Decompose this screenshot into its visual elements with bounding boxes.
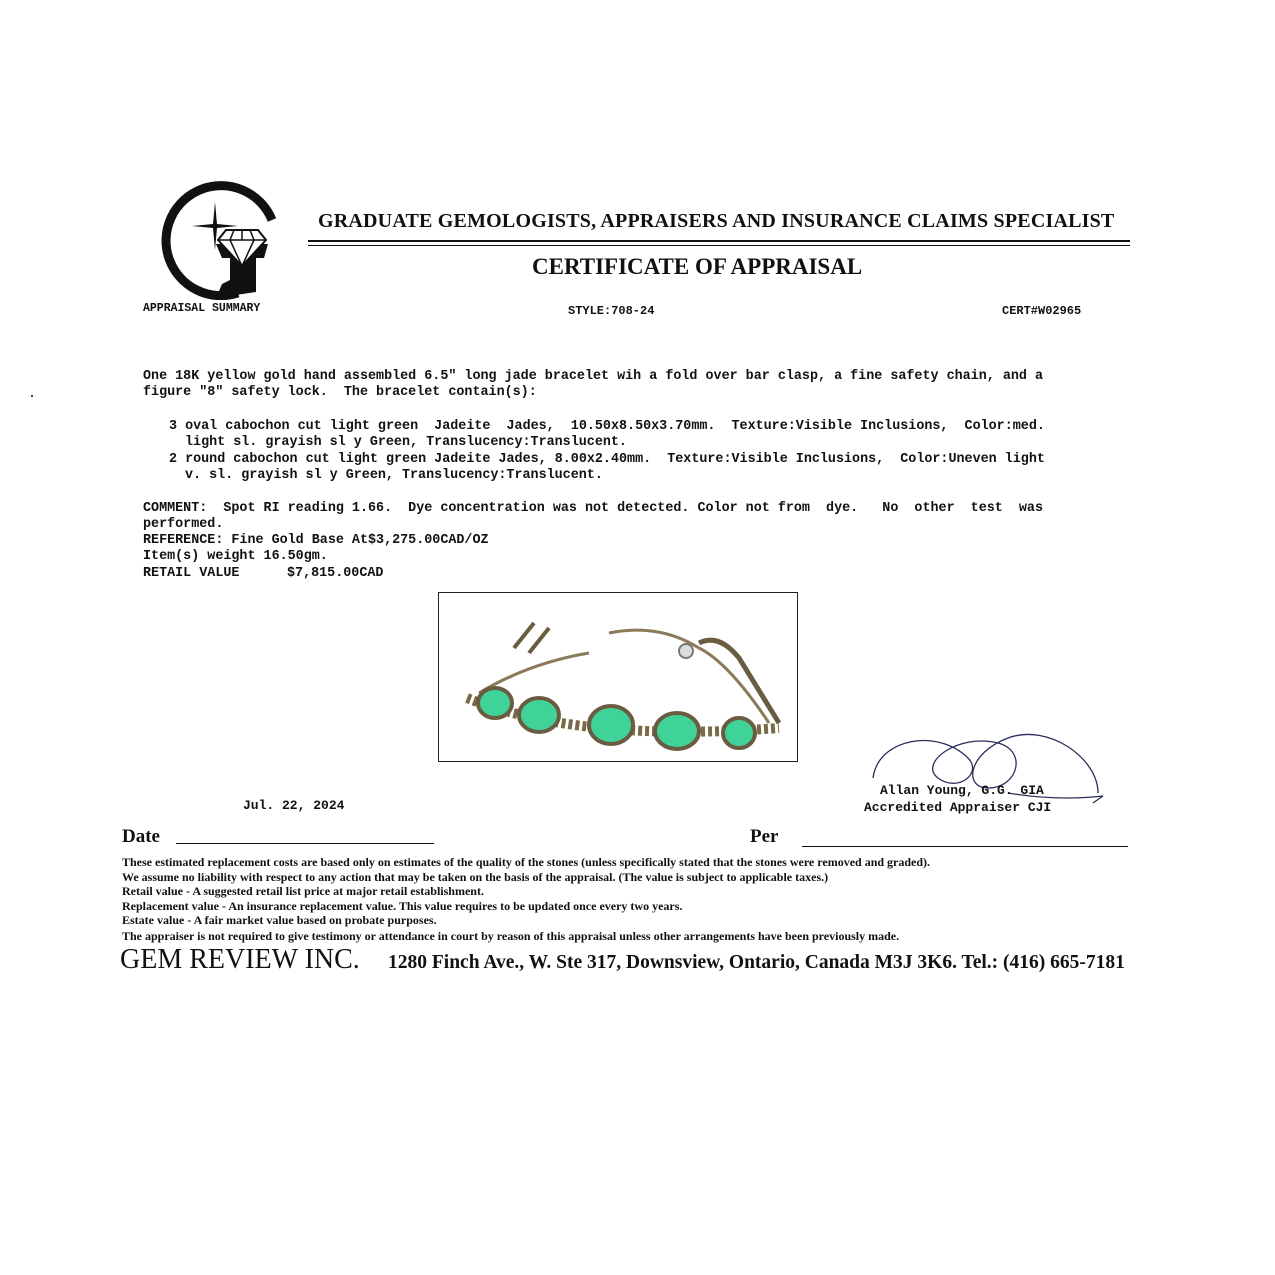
stone-description: light sl. grayish sl y Green, Translucency:Translucent. xyxy=(185,435,627,450)
certificate-number: CERT#W02965 xyxy=(1002,304,1082,318)
certificate-title: CERTIFICATE OF APPRAISAL xyxy=(532,254,863,279)
appraisal-summary-label: APPRAISAL SUMMARY xyxy=(143,302,261,315)
disclaimer-line: We assume no liability with respect to any action that may be taken on the basis of the appraisal. (The value is subject to applicable taxes.) xyxy=(122,870,829,884)
header-title: GRADUATE GEMOLOGISTS, APPRAISERS AND INSURANCE CLAIMS SPECIALIST xyxy=(318,210,1115,232)
description-line: One 18K yellow gold hand assembled 6.5" long jade bracelet wih a fold over bar clasp, a fine safety chain, and a xyxy=(143,369,1043,384)
jade-stone xyxy=(655,713,699,749)
company-address: 1280 Finch Ave., W. Ste 317, Downsview, Ontario, Canada M3J 3K6. Tel.: (416) 665-7181 xyxy=(388,952,1125,973)
comment-line: COMMENT: Spot RI reading 1.66. Dye concentration was not detected. Color not from dye. No other test was xyxy=(143,501,1043,516)
retail-value-amount: $7,815.00CAD xyxy=(287,566,384,581)
jade-stone xyxy=(478,688,512,718)
header-divider xyxy=(308,240,1130,242)
jade-stone xyxy=(519,698,559,732)
style-number: STYLE:708-24 xyxy=(568,304,655,318)
per-signature-line xyxy=(802,846,1128,847)
comment-line: performed. xyxy=(143,517,224,532)
weight-line: Item(s) weight 16.50gm. xyxy=(143,549,328,564)
bracelet-photo xyxy=(438,592,798,762)
retail-value-label: RETAIL VALUE xyxy=(143,566,240,581)
per-label: Per xyxy=(750,826,779,847)
stone-description: 2 round cabochon cut light green Jadeite Jades, 8.00x2.40mm. Texture:Visible Inclusions, Color:Uneven light xyxy=(169,452,1045,467)
jade-stone xyxy=(723,718,755,748)
disclaimer-line: Retail value - A suggested retail list price at major retail establishment. xyxy=(122,884,484,898)
appraisal-date: Jul. 22, 2024 xyxy=(243,798,345,813)
stone-description: 3 oval cabochon cut light green Jadeite Jades, 10.50x8.50x3.70mm. Texture:Visible Inclusions, Color:med. xyxy=(169,419,1045,434)
jade-stone xyxy=(589,706,633,744)
disclaimer-line: These estimated replacement costs are based only on estimates of the quality of the stones (unless specifically stated that the stones were removed and graded). xyxy=(122,855,931,869)
disclaimer-line: Estate value - A fair market value based on probate purposes. xyxy=(122,913,437,927)
disclaimer-line: The appraiser is not required to give testimony or attendance in court by reason of this appraisal unless other arrangements have been previously made. xyxy=(122,929,900,943)
appraiser-name: Allan Young, G.G. GIA xyxy=(880,783,1044,798)
header-divider-thin xyxy=(308,245,1130,246)
company-name: GEM REVIEW INC. xyxy=(120,944,360,975)
appraiser-title: Accredited Appraiser CJI xyxy=(864,800,1052,815)
gem-diamond-logo-icon xyxy=(160,180,280,300)
bracelet-image xyxy=(439,593,797,761)
date-signature-line xyxy=(176,843,434,844)
stone-description: v. sl. grayish sl y Green, Translucency:Translucent. xyxy=(185,468,603,483)
disclaimer-line: Replacement value - An insurance replacement value. This value requires to be updated once every two years. xyxy=(122,899,683,913)
reference-line: REFERENCE: Fine Gold Base At$3,275.00CAD/OZ xyxy=(143,533,489,548)
date-label: Date xyxy=(122,826,160,847)
description-line: figure "8" safety lock. The bracelet contain(s): xyxy=(143,385,537,400)
scan-speck xyxy=(31,395,33,397)
